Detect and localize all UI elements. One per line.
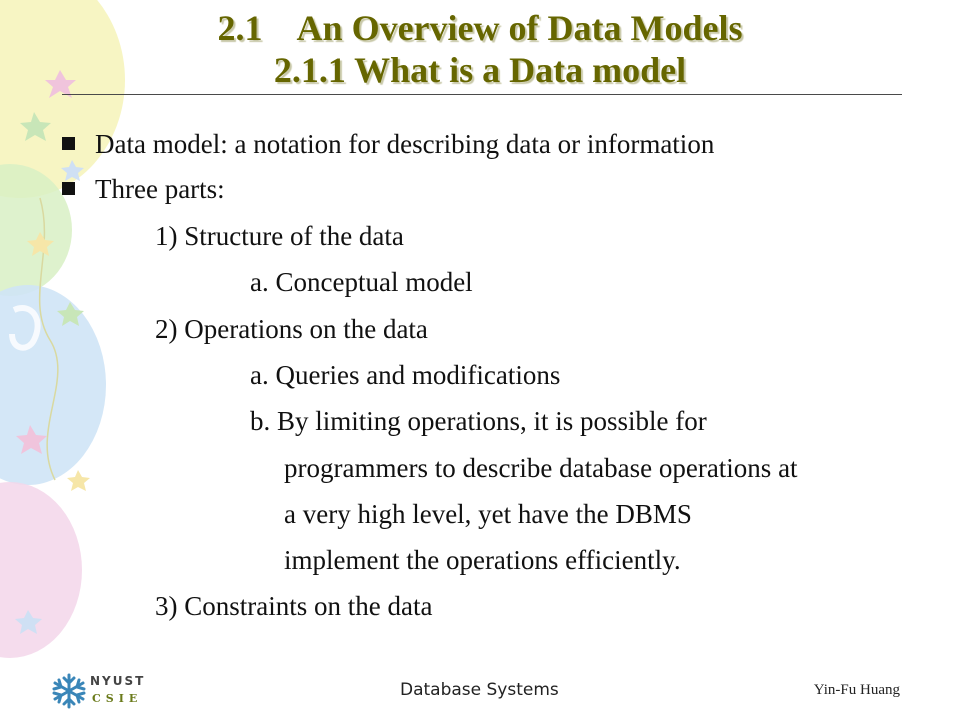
part-constraints: 3) Constraints on the data (155, 591, 433, 621)
pink-balloon (0, 482, 82, 658)
operations-item-b-cont3: implement the operations efficiently. (284, 545, 681, 575)
blue-balloon (0, 285, 106, 485)
bullet-data-model: Data model: a notation for describing data or information (95, 129, 715, 159)
bullet-three-parts: Three parts: (95, 174, 225, 204)
operations-item-b-cont1: programmers to describe database operations at (284, 453, 798, 483)
operations-item-b: b. By limiting operations, it is possible for (250, 406, 707, 436)
footer-author: Yin-Fu Huang (813, 682, 900, 698)
operations-item-a: a. Queries and modifications (250, 360, 561, 390)
title-divider (62, 94, 902, 95)
bullet-square-icon (62, 137, 75, 150)
slide-title-line1: 2.1 An Overview of Data Models (217, 8, 743, 48)
bullet-square-icon (62, 182, 75, 195)
structure-item-a: a. Conceptual model (250, 267, 473, 297)
operations-item-b-cont2: a very high level, yet have the DBMS (284, 499, 692, 529)
logo-text-csie: CSIE (92, 692, 143, 705)
nyust-csie-logo (50, 672, 160, 712)
logo-text-nyust: NYUST (90, 674, 146, 688)
part-structure: 1) Structure of the data (155, 221, 404, 251)
slide-title-line2: 2.1.1 What is a Data model (273, 50, 687, 90)
footer-course-title: Database Systems (400, 680, 559, 700)
part-operations: 2) Operations on the data (155, 314, 428, 344)
snowflake-logo-icon (50, 672, 88, 710)
